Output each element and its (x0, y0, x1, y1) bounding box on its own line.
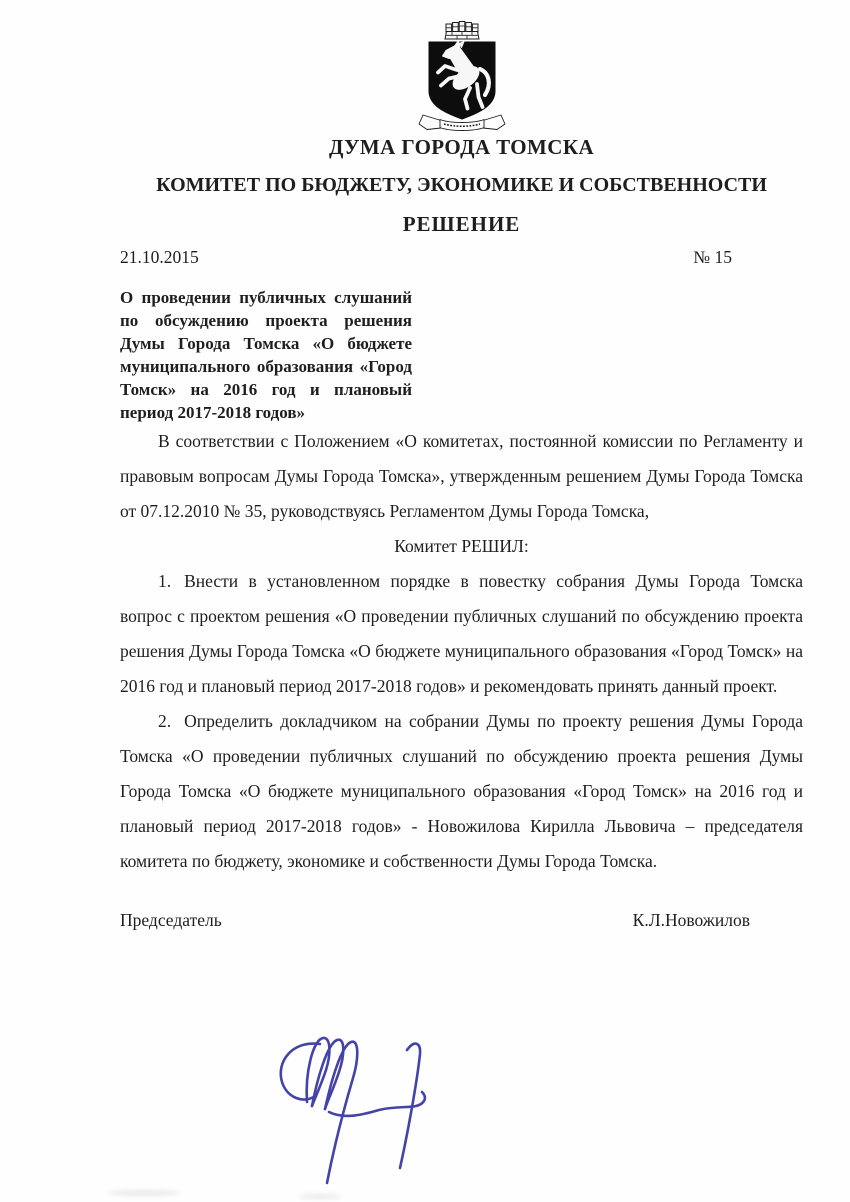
scan-artifact (300, 1194, 340, 1199)
document-content (120, 0, 803, 931)
preamble-paragraph: В соответствии с Положением «О комитетах, постоянной комиссии по Регламенту и правовым вопросам Думы Города Томска», утвержденным решением Думы Города Томска от 07.12.2010 № 35, руководствуясь Регламентом Думы Города Томска, (120, 431, 803, 521)
document-type-heading: РЕШЕНИЕ (402, 212, 521, 236)
document-body (120, 424, 803, 879)
item-text: Внести в установленном порядке в повестку собрания Думы Города Томска вопрос с проектом решения «О проведении публичных слушаний по обсуждению проекта решения Думы Города Томска «О бюджете муниципального образования «Город Томск» на 2016 год и плановый период 2017-2018 годов» и рекомендовать принять данный проект. (120, 571, 803, 696)
item-number: 2. (158, 711, 172, 731)
resolution-heading: Комитет РЕШИЛ: (394, 536, 529, 556)
resolution-item-2 (120, 704, 803, 879)
signer-title: Председатель (120, 910, 222, 930)
item-text: Определить докладчиком на собрании Думы по проекту решения Думы Города Томска «О проведении публичных слушаний по обсуждению проекта решения Думы Города Томска «О бюджете муниципального образования «Город Томск» на 2016 год и плановый период 2017-2018 годов» - Новожилова Кирилла Львовича – председателя комитета по бюджету, экономике и собственности Думы Города Томска. (120, 711, 803, 871)
document-number: № 15 (693, 247, 732, 267)
date-number-row (120, 246, 803, 268)
tomsk-coat-of-arms-icon (416, 12, 508, 132)
document-subject: О проведении публичных слушаний по обсуждению проекта решения Думы Города Томска «О бюджете муниципального образования «Город Томск» на 2016 год и плановый период 2017-2018 годов» (120, 288, 412, 422)
signer-name: К.Л.Новожилов (632, 910, 750, 930)
committee-title: КОМИТЕТ ПО БЮДЖЕТУ, ЭКОНОМИКЕ И СОБСТВЕННОСТИ (156, 174, 767, 196)
mural-crown-icon (445, 22, 479, 40)
document-date: 21.10.2015 (120, 247, 199, 267)
signature-row (120, 909, 803, 931)
handwritten-signature (255, 1020, 440, 1192)
scan-artifact (108, 1190, 180, 1196)
item-number: 1. (158, 571, 172, 591)
resolution-item-1 (120, 564, 803, 704)
organization-title: ДУМА ГОРОДА ТОМСКА (328, 135, 595, 159)
